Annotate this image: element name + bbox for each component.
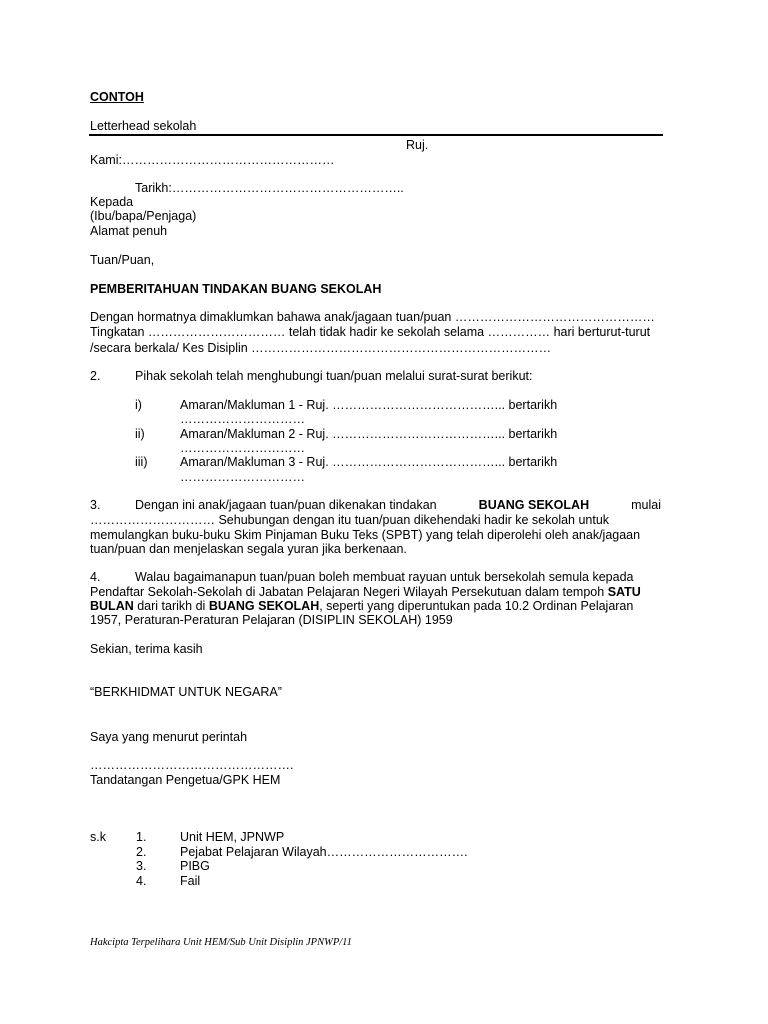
recipient-line: Kepada	[90, 195, 134, 209]
paragraph-1-line: Tingkatan …………………………… telah tidak hadir ke sekolah selama …………… hari berturut-turut	[90, 325, 651, 339]
paragraph-4-number: 4.	[90, 570, 101, 584]
date-dots: …………………………	[180, 470, 305, 484]
expulsion-emphasis: BUANG SEKOLAH	[208, 599, 320, 613]
letter-subject: PEMBERITAHUAN TINDAKAN BUANG SEKOLAH	[90, 282, 382, 296]
paragraph-4-text: dari tarikh di	[137, 599, 206, 613]
paragraph-1-line: /secara berkala/ Kes Disiplin ………………………………………………………………	[90, 341, 552, 355]
copy-to-number: 2.	[136, 845, 147, 859]
reference-label: Ruj.	[406, 138, 429, 152]
document-heading: CONTOH	[90, 90, 144, 104]
recipient-line: (Ibu/bapa/Penjaga)	[90, 209, 197, 223]
paragraph-1-line: Dengan hormatnya dimaklumkan bahawa anak/jagaan tuan/puan …………………………………………	[90, 310, 655, 324]
paragraph-3-line	[90, 513, 661, 528]
paragraph-4-line	[90, 585, 641, 600]
copy-to-label: s.k	[90, 830, 106, 844]
copy-to-number: 3.	[136, 859, 147, 873]
list-item-number: i)	[135, 398, 142, 412]
paragraph-3-line: memulangkan buku-buku Skim Pinjaman Buku Teks (SPBT) yang telah diperolehi oleh anak/jagaan	[90, 528, 641, 542]
paragraph-4-line	[90, 599, 633, 614]
period-emphasis: BULAN	[90, 599, 134, 613]
paragraph-2-number: 2.	[90, 369, 101, 383]
copy-to-number: 4.	[136, 874, 147, 888]
paragraph-2-text: Pihak sekolah telah menghubungi tuan/puan melalui surat-surat berikut:	[135, 369, 533, 383]
paragraph-4-line: Walau bagaimanapun tuan/puan boleh membuat rayuan untuk bersekolah semula kepada	[135, 570, 634, 584]
paragraph-3-line: tuan/puan dan menjelaskan segala yuran jika berkenaan.	[90, 542, 407, 556]
paragraph-4-line: 1957, Peraturan-Peraturan Pelajaran (DISIPLIN SEKOLAH) 1959	[90, 613, 453, 627]
paragraph-4-text: Pendaftar Sekolah-Sekolah di Jabatan Pelajaran Negeri Wilayah Persekutuan dalam tempoh	[90, 585, 605, 599]
date-dots: …………………………	[180, 412, 305, 426]
copy-to-number: 1.	[136, 830, 147, 844]
paragraph-4-text: , seperti yang diperuntukan pada 10.2 Ordinan Pelajaran	[319, 599, 634, 613]
paragraph-3-text: mulai	[631, 498, 661, 512]
letterhead-placeholder: Letterhead sekolah	[90, 119, 197, 133]
our-reference-line: Kami:……………………………………………	[90, 153, 335, 167]
date-dots: …………………………	[180, 441, 305, 455]
period-emphasis: SATU	[607, 585, 641, 599]
copy-to-item: Pejabat Pelajaran Wilayah…………………………….	[180, 845, 468, 859]
signatory-title: Tandatangan Pengetua/GPK HEM	[90, 773, 281, 787]
copy-to-item: Fail	[180, 874, 201, 888]
salutation: Tuan/Puan,	[90, 253, 155, 267]
closing-line: Sekian, terima kasih	[90, 642, 203, 656]
list-item-number: ii)	[135, 427, 145, 441]
paragraph-3-line	[135, 498, 661, 513]
date-line: Tarikh:………………………………………………..	[135, 181, 404, 195]
paragraph-3-number: 3.	[90, 498, 101, 512]
copy-to-item: Unit HEM, JPNWP	[180, 830, 285, 844]
letterhead-rule	[89, 134, 663, 136]
expulsion-emphasis: BUANG SEKOLAH	[478, 498, 590, 512]
signature-dots: ………………………………………….	[90, 758, 294, 772]
paragraph-3-text: ………………………… Sehubungan dengan itu tuan/puan dikehendaki hadir ke sekolah untuk	[90, 513, 610, 527]
list-item-number: iii)	[135, 455, 148, 469]
recipient-line: Alamat penuh	[90, 224, 168, 238]
perintah-line: Saya yang menurut perintah	[90, 730, 248, 744]
warning-letter-item: Amaran/Makluman 2 - Ruj. …………………………………... bertarikh	[180, 427, 558, 441]
paragraph-3-text: Dengan ini anak/jagaan tuan/puan dikenakan tindakan	[135, 498, 437, 512]
warning-letter-item: Amaran/Makluman 1 - Ruj. …………………………………... bertarikh	[180, 398, 558, 412]
copyright-footer: Hakcipta Terpelihara Unit HEM/Sub Unit Disiplin JPNWP/11	[90, 937, 352, 948]
copy-to-item: PIBG	[180, 859, 210, 873]
motto: “BERKHIDMAT UNTUK NEGARA”	[90, 685, 282, 699]
warning-letter-item: Amaran/Makluman 3 - Ruj. …………………………………... bertarikh	[180, 455, 558, 469]
